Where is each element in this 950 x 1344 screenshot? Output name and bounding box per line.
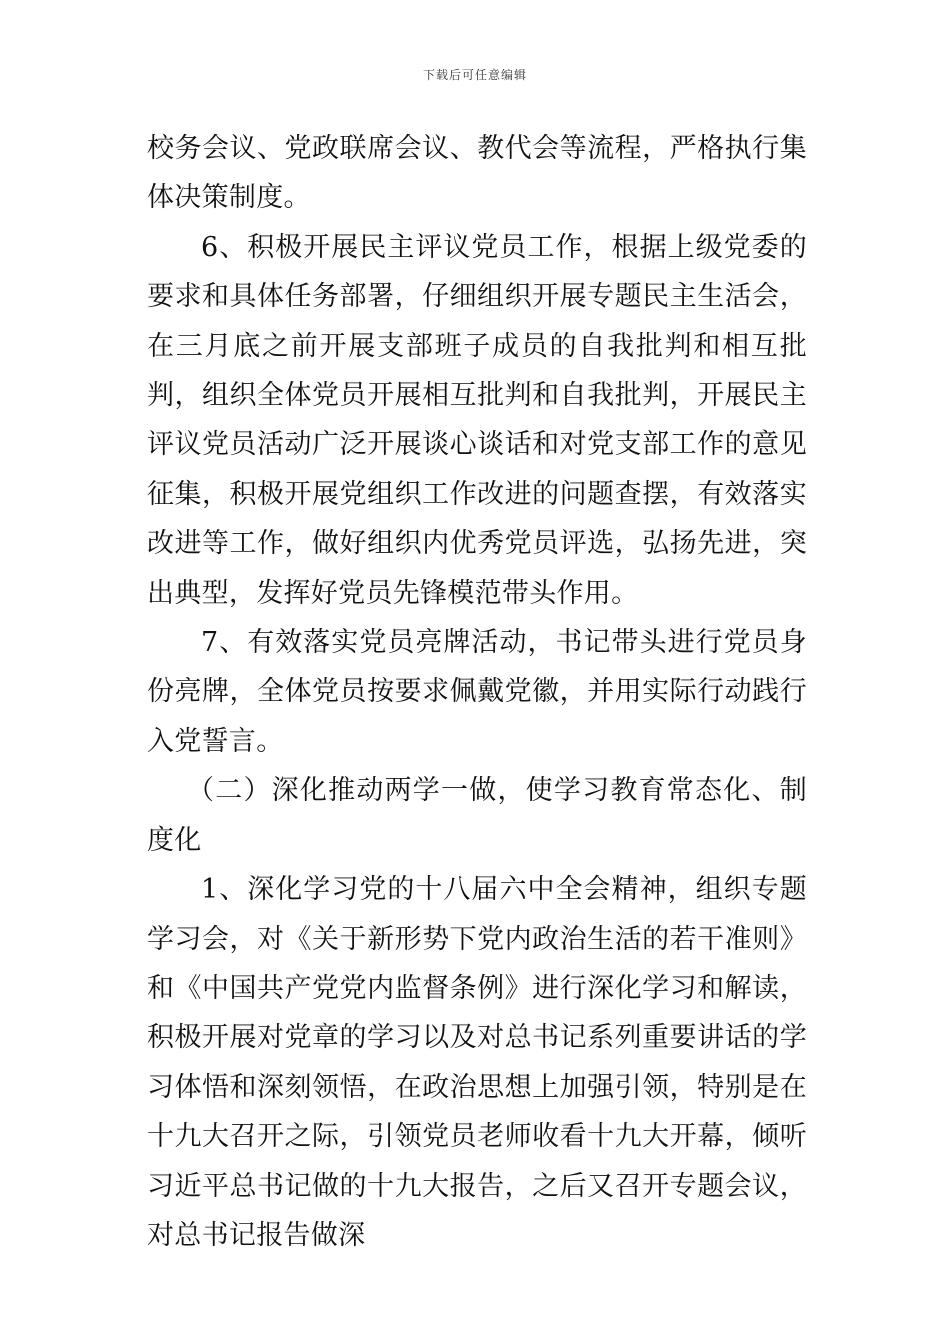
paragraph-item-1: 1、深化学习党的十八届六中全会精神，组织专题学习会，对《关于新形势下党内政治生活的若干准则》和《中国共产党党内监督条例》进行深化学习和解读，积极开展对党章的学习以及对总书记系列重要讲话的学习体悟和深刻领悟，在政治思想上加强引领，特别是在十九大召开之际，引领党员老师收看十九大开幕，倾听习近平总书记做的十九大报告，之后又召开专题会议，对总书记报告做深 [147, 874, 807, 1251]
paragraph-item-7: 7、有效落实党员亮牌活动，书记带头进行党员身份亮牌，全体党员按要求佩戴党徽，并用实际行动践行入党誓言。 [147, 627, 807, 757]
section-heading-2: （二）深化推动两学一做，使学习教育常态化、制度化 [147, 775, 807, 856]
document-body [147, 124, 807, 1260]
paragraph-item-6: 6、积极开展民主评议党员工作，根据上级党委的要求和具体任务部署，仔细组织开展专题民主生活会，在三月底之前开展支部班子成员的自我批判和相互批判，组织全体党员开展相互批判和自我批判，开展民主评议党员活动广泛开展谈心谈话和对党支部工作的意见征集，积极开展党组织工作改进的问题查摆，有效落实改进等工作，做好组织内优秀党员评选，弘扬先进，突出典型，发挥好党员先锋模范带头作用。 [147, 231, 807, 609]
page-header: 下载后可任意编辑 [422, 68, 527, 82]
paragraph-continuation: 校务会议、党政联席会议、教代会等流程，严格执行集体决策制度。 [147, 133, 807, 214]
